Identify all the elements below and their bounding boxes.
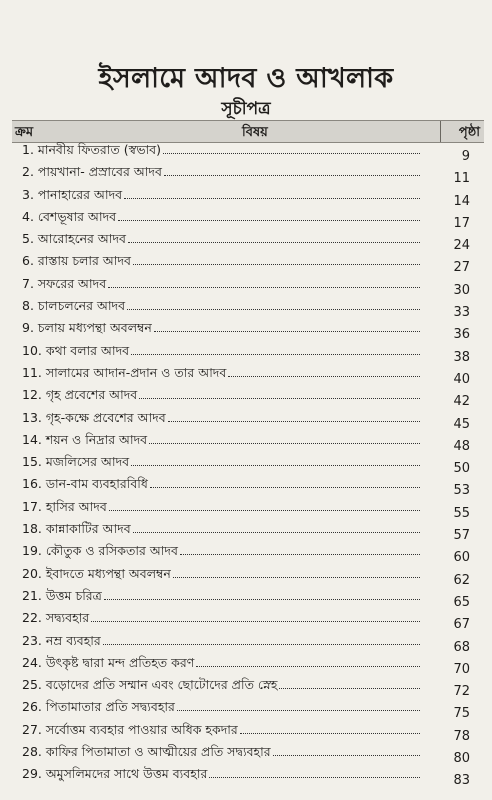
toc-entry-line: [22, 319, 420, 337]
toc-page-number: 36: [453, 327, 470, 343]
toc-entry-line: [22, 186, 420, 204]
toc-entry: [0, 765, 492, 787]
toc-entry-title: 27. সর্বোত্তম ব্যবহার পাওয়ার অধিক হকদার: [22, 721, 238, 737]
toc-entry: [0, 141, 492, 163]
dot-leader: [131, 342, 420, 355]
serial-column-header: ক্রম: [15, 125, 34, 140]
toc-page-number: 50: [453, 461, 470, 477]
toc-page-number: 24: [453, 238, 470, 254]
topic-column-header: বিষয়: [242, 125, 268, 140]
toc-entry: [0, 297, 492, 319]
column-divider: [440, 121, 441, 142]
dot-leader: [133, 252, 420, 265]
toc-entry-line: [22, 453, 420, 471]
toc-page-number: 67: [453, 617, 470, 633]
toc-entry: [0, 431, 492, 453]
toc-entry: [0, 163, 492, 185]
toc-entry-line: [22, 743, 420, 761]
toc-header-row: [12, 120, 484, 143]
toc-entry-title: 28. কাফির পিতামাতা ও আত্মীয়ের প্রতি সদ্ব্যবহার: [22, 744, 271, 760]
toc-entry: [0, 587, 492, 609]
toc-entry-line: [22, 297, 420, 315]
toc-page-number: 75: [453, 706, 470, 722]
dot-leader: [279, 676, 420, 689]
dot-leader: [168, 409, 420, 422]
book-title: ইসলামে আদব ও আখলাক: [98, 63, 394, 94]
dot-leader: [103, 632, 420, 645]
toc-page-number: 72: [453, 684, 470, 700]
dot-leader: [127, 297, 420, 310]
toc-entry-line: [22, 431, 420, 449]
toc-entry: [0, 208, 492, 230]
toc-entry-line: [22, 587, 420, 605]
toc-page-number: 83: [453, 773, 470, 789]
toc-entry: [0, 275, 492, 297]
toc-entry: [0, 632, 492, 654]
toc-entry-line: [22, 364, 420, 382]
dot-leader: [104, 587, 420, 600]
toc-entry-title: 8. চালচলনের আদব: [22, 298, 126, 314]
toc-entry-line: [22, 230, 420, 248]
toc-entry-line: [22, 141, 420, 159]
toc-entry-line: [22, 542, 420, 560]
contents-heading: সূচীপত্র: [221, 99, 271, 119]
toc-entry-line: [22, 342, 420, 360]
dot-leader: [124, 186, 420, 199]
toc-entry-line: [22, 632, 420, 650]
toc-page-number: 68: [453, 639, 470, 655]
toc-page-number: 55: [453, 505, 470, 521]
dot-leader: [228, 364, 420, 377]
toc-entry-line: [22, 721, 420, 739]
dot-leader: [196, 654, 420, 667]
toc-entry-title: 4. বেশভূষার আদব: [22, 208, 117, 224]
toc-entry: [0, 342, 492, 364]
dot-leader: [128, 230, 420, 243]
toc-entry-title: 25. বড়োদের প্রতি সম্মান এবং ছোটোদের প্রতি স্নেহ: [22, 677, 278, 693]
toc-page-number: 45: [453, 416, 470, 432]
dot-leader: [209, 765, 420, 778]
toc-entry-line: [22, 208, 420, 226]
dot-leader: [273, 743, 420, 756]
toc-entry-title: 3. পানাহারের আদব: [22, 186, 123, 202]
toc-page-number: 70: [453, 661, 470, 677]
toc-page-number: 38: [453, 349, 470, 365]
toc-entry-title: 9. চলায় মধ্যপন্থা অবলম্বন: [22, 320, 152, 336]
toc-entry-line: [22, 163, 420, 181]
toc-entry-line: [22, 520, 420, 538]
toc-entry-title: 2. পায়খানা- প্রস্রাবের আদব: [22, 164, 162, 180]
toc-entry-title: 15. মজলিসের আদব: [22, 454, 130, 470]
toc-entry-line: [22, 676, 420, 694]
toc-entry-title: 5. আরোহনের আদব: [22, 231, 127, 247]
toc-page-number: 80: [453, 751, 470, 767]
toc-entry-line: [22, 475, 420, 493]
toc-entry: [0, 409, 492, 431]
page-column-header: পৃষ্ঠা: [458, 125, 480, 140]
toc-entry-title: 24. উৎকৃষ্ট দ্বারা মন্দ প্রতিহত করণ: [22, 654, 195, 670]
toc-entry-line: [22, 698, 420, 716]
toc-entry: [0, 230, 492, 252]
toc-page-number: 65: [453, 594, 470, 610]
toc-entry-title: 7. সফরের আদব: [22, 275, 107, 291]
toc-entry: [0, 609, 492, 631]
toc-list: [0, 141, 492, 788]
toc-entry-title: 16. ডান-বাম ব্যবহারবিধি: [22, 476, 148, 492]
toc-entry-title: 20. ইবাদতে মধ্যপন্থা অবলম্বন: [22, 565, 171, 581]
toc-entry-title: 11. সালামের আদান-প্রদান ও তার আদব: [22, 364, 227, 380]
toc-entry: [0, 386, 492, 408]
toc-entry-title: 21. উত্তম চরিত্র: [22, 587, 102, 603]
toc-page-number: 40: [453, 371, 470, 387]
toc-page-number: 78: [453, 728, 470, 744]
toc-page-number: 42: [453, 394, 470, 410]
toc-entry-title: 12. গৃহ প্রবেশের আদব: [22, 387, 138, 403]
toc-entry-line: [22, 386, 420, 404]
toc-page-number: 33: [453, 305, 470, 321]
toc-entry-title: 1. মানবীয় ফিতরাত (স্বভাব): [22, 142, 161, 157]
dot-leader: [133, 520, 420, 533]
dot-leader: [91, 609, 420, 622]
toc-entry-line: [22, 275, 420, 293]
dot-leader: [240, 721, 420, 734]
dot-leader: [154, 319, 420, 332]
toc-entry-title: 26. পিতামাতার প্রতি সদ্ব্যবহার: [22, 699, 175, 715]
dot-leader: [149, 431, 420, 444]
toc-entry: [0, 186, 492, 208]
toc-page-number: 60: [453, 550, 470, 566]
dot-leader: [177, 698, 420, 711]
dot-leader: [109, 498, 420, 511]
toc-entry-title: 23. নম্র ব্যবহার: [22, 632, 101, 648]
toc-entry-title: 29. অমুসলিমদের সাথে উত্তম ব্যবহার: [22, 766, 208, 782]
toc-page-number: 17: [453, 215, 470, 231]
dot-leader: [118, 208, 420, 221]
toc-page-number: 30: [453, 282, 470, 298]
toc-entry-line: [22, 498, 420, 516]
toc-entry: [0, 542, 492, 564]
toc-entry-line: [22, 409, 420, 427]
toc-entry-line: [22, 252, 420, 270]
toc-entry-title: 6. রাস্তায় চলার আদব: [22, 253, 131, 269]
dot-leader: [163, 141, 420, 154]
dot-leader: [131, 453, 420, 466]
dot-leader: [173, 565, 420, 578]
dot-leader: [164, 163, 420, 176]
toc-entry-title: 17. হাসির আদব: [22, 498, 107, 514]
toc-entry-line: [22, 565, 420, 583]
toc-entry-title: 22. সদ্ব্যবহার: [22, 610, 90, 626]
toc-entry: [0, 252, 492, 274]
toc-entry-line: [22, 609, 420, 627]
toc-page-number: 53: [453, 483, 470, 499]
toc-page-number: 62: [453, 572, 470, 588]
toc-entry-title: 18. কান্নাকাটির আদব: [22, 521, 131, 537]
toc-entry-title: 14. শয়ন ও নিদ্রার আদব: [22, 431, 148, 447]
toc-page-number: 48: [453, 438, 470, 454]
dot-leader: [180, 542, 420, 555]
toc-page-number: 27: [453, 260, 470, 276]
toc-entry: [0, 319, 492, 341]
toc-entry-title: 10. কথা বলার আদব: [22, 342, 130, 358]
toc-page-number: 11: [453, 171, 470, 187]
toc-entry: [0, 475, 492, 497]
toc-entry: [0, 565, 492, 587]
toc-entry-title: 19. কৌতুক ও রসিকতার আদব: [22, 543, 178, 559]
toc-page-number: 9: [461, 149, 470, 164]
toc-entry-title: 13. গৃহ-কক্ষে প্রবেশের আদব: [22, 409, 166, 425]
dot-leader: [108, 275, 420, 288]
toc-entry: [0, 364, 492, 386]
toc-entry-line: [22, 765, 420, 783]
toc-page-number: 57: [453, 528, 470, 544]
toc-entry: [0, 676, 492, 698]
toc-entry: [0, 743, 492, 765]
toc-entry: [0, 698, 492, 720]
toc-entry-line: [22, 654, 420, 672]
toc-entry: [0, 453, 492, 475]
toc-entry: [0, 721, 492, 743]
toc-entry: [0, 498, 492, 520]
toc-entry: [0, 520, 492, 542]
dot-leader: [139, 386, 420, 399]
toc-page-number: 14: [453, 193, 470, 209]
dot-leader: [150, 475, 420, 488]
toc-entry: [0, 654, 492, 676]
